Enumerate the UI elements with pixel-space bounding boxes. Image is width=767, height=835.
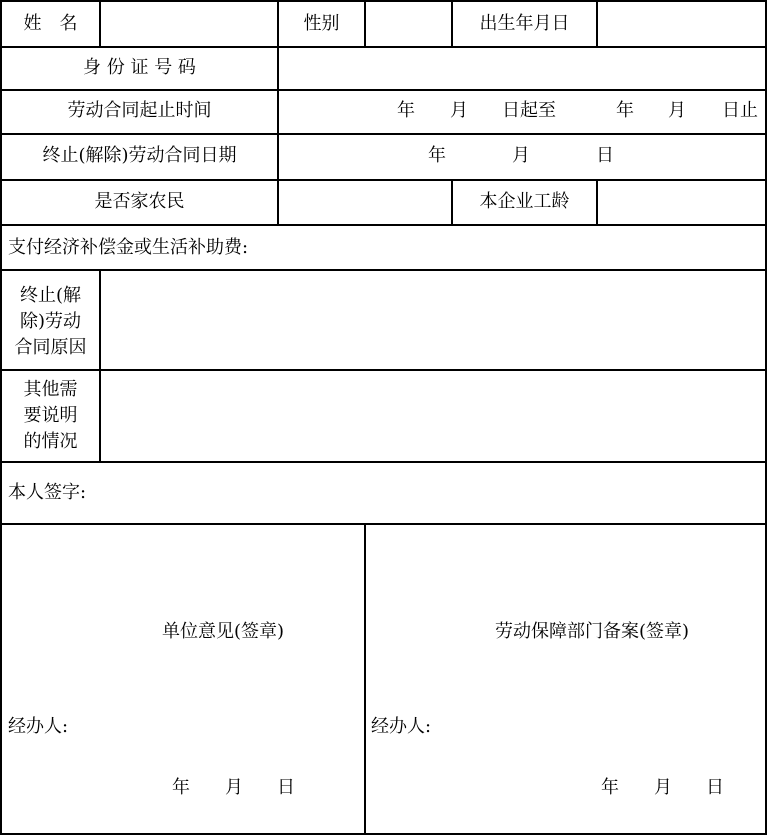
col-divider (364, 523, 366, 835)
other-value[interactable] (101, 371, 765, 461)
reason-label-line: 除)劳动 (19, 311, 82, 332)
termination-day: 日 (596, 145, 614, 166)
signature-label: 本人签字: (8, 482, 87, 503)
other-label-line: 要说明 (23, 405, 78, 426)
labor-date-month: 月 (654, 777, 672, 798)
other-label-line: 的情况 (23, 431, 78, 452)
farmer-label: 是否家农民 (94, 191, 185, 212)
gender-value[interactable] (366, 2, 451, 46)
termination-month: 月 (512, 145, 530, 166)
contract-start-month: 月 (450, 100, 468, 121)
row-divider (0, 89, 767, 91)
unit-date-year: 年 (172, 777, 190, 798)
termination-year: 年 (428, 145, 446, 166)
contract-start-day: 日起至 (502, 100, 556, 121)
contract-end-day: 日止 (722, 100, 758, 121)
gender-label: 性别 (303, 13, 340, 34)
labor-handler-label: 经办人: (371, 716, 432, 737)
farmer-value[interactable] (279, 181, 451, 224)
other-label-line: 其他需 (23, 379, 78, 400)
reason-label-line: 合同原因 (14, 337, 87, 358)
row-divider (0, 133, 767, 135)
birth-label: 出生年月日 (479, 13, 570, 34)
row-divider (0, 523, 767, 525)
contract-end-year: 年 (616, 100, 634, 121)
signature-field[interactable] (100, 463, 765, 523)
unit-opinion-label: 单位意见(签章) (162, 621, 285, 642)
reason-label (2, 283, 99, 361)
unit-date-month: 月 (225, 777, 243, 798)
labor-date-year: 年 (601, 777, 619, 798)
seniority-value[interactable] (598, 181, 765, 224)
name-value[interactable] (101, 2, 277, 46)
labor-dept-label: 劳动保障部门备案(签章) (495, 621, 690, 642)
contract-end-month: 月 (668, 100, 686, 121)
seniority-label: 本企业工龄 (479, 191, 570, 212)
row-divider (0, 224, 767, 226)
reason-value[interactable] (101, 271, 765, 369)
id-value[interactable] (279, 48, 765, 89)
other-label (2, 377, 99, 455)
contract-period-label: 劳动合同起止时间 (67, 100, 212, 121)
termination-date-label: 终止(解除)劳动合同日期 (42, 145, 237, 166)
unit-date-day: 日 (277, 777, 295, 798)
labor-date-day: 日 (706, 777, 724, 798)
compensation-label: 支付经济补偿金或生活补助费: (8, 237, 249, 258)
unit-handler-label: 经办人: (8, 716, 69, 737)
reason-label-line: 终止(解 (19, 285, 82, 306)
contract-start-year: 年 (397, 100, 415, 121)
birth-value[interactable] (598, 2, 765, 46)
name-label: 姓 名 (23, 13, 78, 34)
id-label: 身 份 证 号 码 (83, 57, 196, 78)
